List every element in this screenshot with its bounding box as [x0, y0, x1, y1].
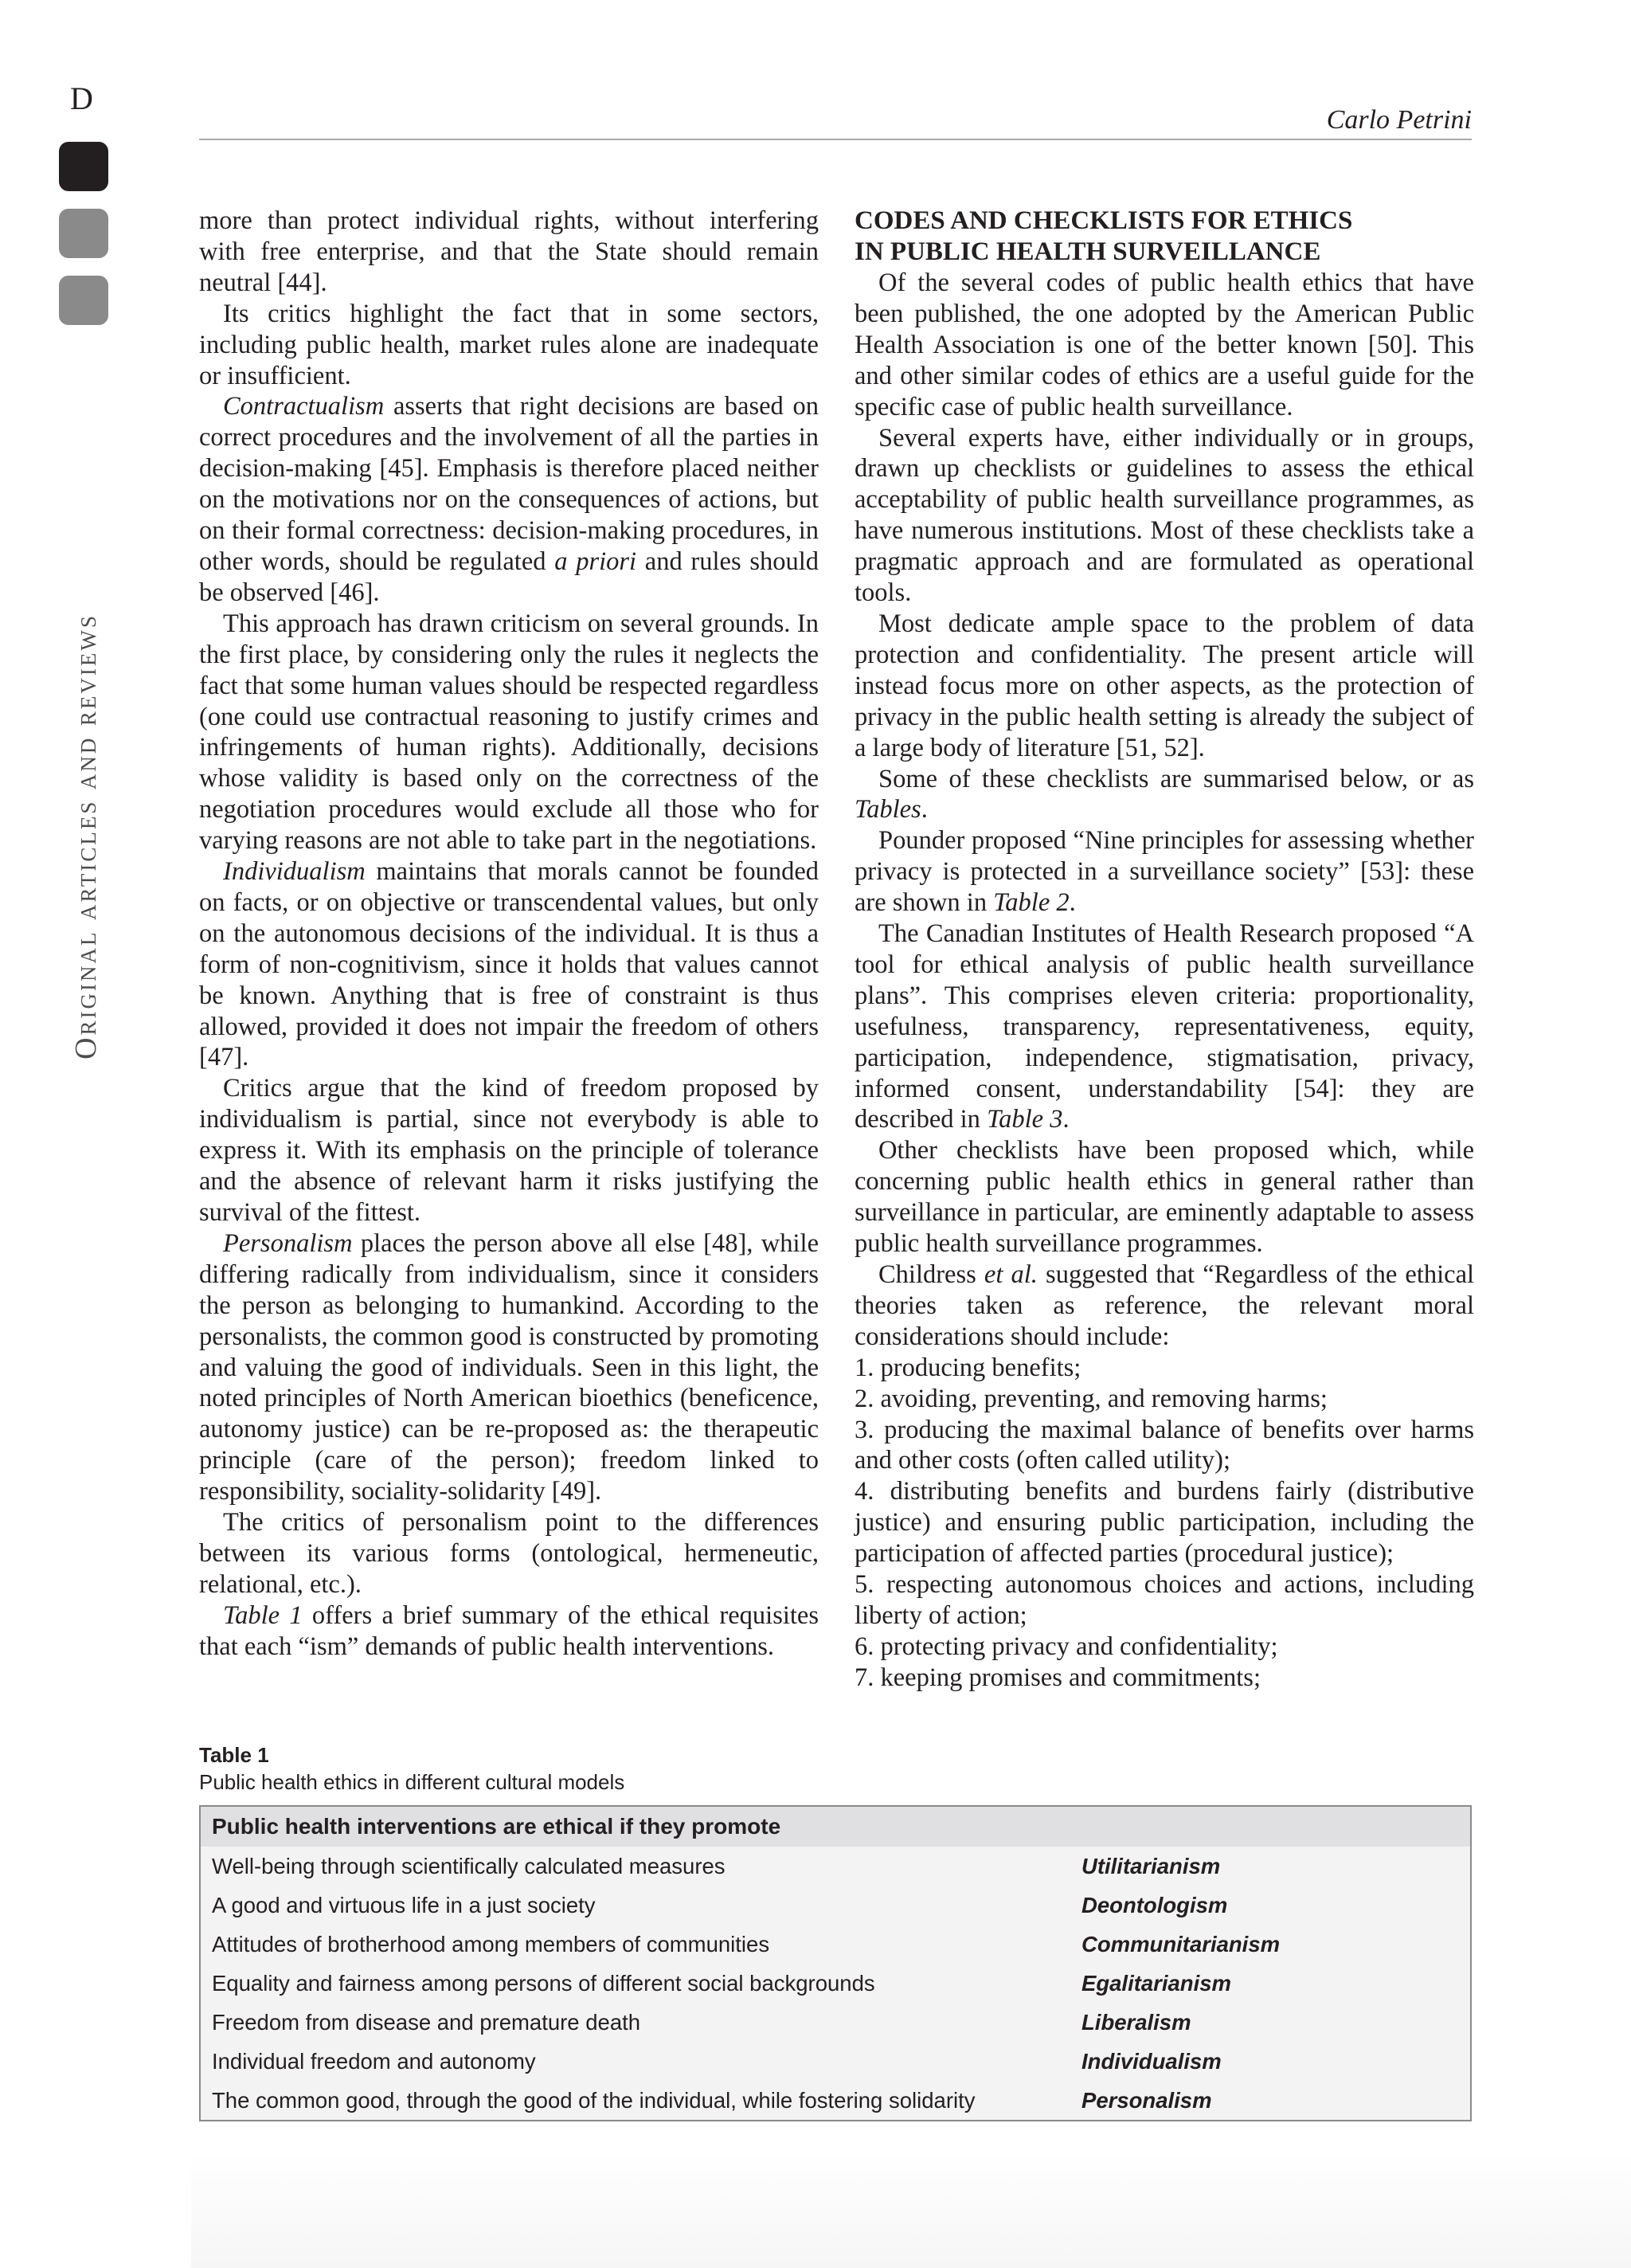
table-cell-model: Liberalism: [1081, 2010, 1191, 2035]
table-row: [201, 1886, 1470, 1925]
paragraph: Several experts have, either individually or in groups, drawn up checklists or guidelines to assess the ethical acceptability of public health surveillance programmes, as have numerous institutions. Most of these checklists take a pragmatic approach and are formulated as operational tools.: [855, 423, 1474, 608]
table-row: [201, 2003, 1470, 2042]
paragraph: Of the several codes of public health ethics that have been published, the one adopted by the American Public Health Association is one of the better known [50]. This and other similar codes of ethics are a useful guide for the specific case of public health surveillance.: [855, 268, 1474, 421]
paragraph: Critics argue that the kind of freedom proposed by individualism is partial, since not everybody is able to express it. With its emphasis on the principle of tolerance and the absence of relevant harm it risks justifying the survival of the fittest.: [199, 1074, 819, 1227]
list-item: 2. avoiding, preventing, and removing harms;: [855, 1384, 1328, 1413]
paragraph: The Canadian Institutes of Health Research proposed “A tool for ethical analysis of public health surveillance plans”. This comprises eleven criteria: proportionality, usefulness, transparency, representativeness, equity, participation, independence, stigmatisation, privacy, informed consent, understandability [54]: they are described in Table 3.: [855, 919, 1474, 1134]
table-cell: Individual freedom and autonomy: [212, 2049, 536, 2074]
header-divider: [199, 139, 1472, 140]
table-cell: The common good, through the good of the individual, while fostering solidarity: [212, 2088, 976, 2113]
section-tab-marker: [59, 276, 108, 325]
table-row: [201, 1925, 1470, 1964]
paragraph: Pounder proposed “Nine principles for assessing whether privacy is protected in a surveillance society” [53]: these are shown in Table 2.: [855, 826, 1474, 918]
table-cell-model: Egalitarianism: [1081, 1971, 1231, 1996]
paragraph: The critics of personalism point to the differences between its various forms (ontological, hermeneutic, relational, etc.).: [199, 1508, 819, 1599]
section-tab-marker-active: [59, 142, 108, 191]
table-cell-model: Deontologism: [1081, 1893, 1228, 1917]
table-cell-model: Utilitarianism: [1081, 1854, 1221, 1878]
table-label: Table 1: [199, 1743, 269, 1767]
section-letter: D: [70, 80, 93, 116]
list-item: 7. keeping promises and commitments;: [855, 1663, 1261, 1692]
section-tab-marker: [59, 209, 108, 258]
paragraph: Some of these checklists are summarised below, or as Tables.: [855, 764, 1474, 825]
table-cell-model: Communitarianism: [1081, 1932, 1281, 1957]
paragraph: more than protect individual rights, without interfering with free enterprise, and that the State should remain neutral [44].: [199, 206, 819, 297]
table-cell: A good and virtuous life in a just society: [212, 1893, 596, 1917]
side-section-label: Original articles and reviews: [69, 613, 103, 1060]
left-text-column: [199, 206, 819, 1663]
table-caption: Public health ethics in different cultural models: [199, 1770, 625, 1794]
table-1: [199, 1741, 1472, 2121]
paragraph: This approach has drawn criticism on several grounds. In the first place, by considering only the rules it neglects the fact that some human values should be respected regardless (one could use contractual reasoning to justify crimes and infringements of human rights). Additionally, decisions whose validity is based only on the correctness of the negotiation procedures would exclude all those who for varying reasons are not able to take part in the negotiations.: [199, 609, 819, 856]
paragraph: Individualism maintains that morals cannot be founded on facts, or on objective or transcendental values, but only on the autonomous decisions of the individual. It is thus a form of non-cognitivism, since it holds that values cannot be known. Anything that is free of constraint is thus allowed, provided it does not impair the freedom of others [47].: [199, 857, 819, 1072]
table-body: [199, 1805, 1472, 2121]
paragraph: Other checklists have been proposed which, while concerning public health ethics in general rather than surveillance in particular, are eminently adaptable to assess public health surveillance programmes.: [855, 1136, 1474, 1259]
page-bottom-shading: [191, 2151, 1631, 2268]
table-header: Public health interventions are ethical if they promote: [201, 1807, 1470, 1847]
table-cell-model: Personalism: [1081, 2088, 1212, 2113]
list-item: 1. producing benefits;: [855, 1353, 1081, 1382]
paragraph: Its critics highlight the fact that in some sectors, including public health, market rules alone are inadequate or insufficient.: [199, 299, 819, 390]
list-item: 6. protecting privacy and confidentiality;: [855, 1631, 1278, 1661]
table-cell: Well-being through scientifically calculated measures: [212, 1854, 726, 1878]
section-heading: CODES AND CHECKLISTS FOR ETHICS IN PUBLIC HEALTH SURVEILLANCE: [855, 206, 1353, 266]
paragraph: Childress et al. suggested that “Regardless of the ethical theories taken as reference, the relevant moral considerations should include:: [855, 1260, 1475, 1351]
table-cell: Attitudes of brotherhood among members of communities: [212, 1932, 770, 1957]
paragraph: Personalism places the person above all else [48], while differing radically from individualism, since it considers the person as belonging to humankind. According to the personalists, the common good is constructed by promoting and valuing the good of individuals. Seen in this light, the noted principles of North American bioethics (beneficence, autonomy justice) can be re-proposed as: the therapeutic principle (care of the person); freedom linked to responsibility, sociality-solidarity [49].: [199, 1228, 819, 1506]
list-item: 3. producing the maximal balance of benefits over harms and other costs (often called utility);: [855, 1415, 1474, 1475]
list-item: 5. respecting autonomous choices and actions, including liberty of action;: [855, 1570, 1474, 1630]
paragraph: Contractualism asserts that right decisions are based on correct procedures and the involvement of all the parties in decision-making [45]. Emphasis is therefore placed neither on the motivations nor on the consequences of actions, but on their formal correctness: decision-making procedures, in other words, should be regulated a priori and rules should be observed [46].: [199, 392, 819, 607]
table-row: [201, 2081, 1470, 2120]
table-cell: Equality and fairness among persons of different social backgrounds: [212, 1971, 875, 1996]
table-cell-model: Individualism: [1081, 2049, 1222, 2074]
running-head-author: Carlo Petrini: [1326, 105, 1472, 135]
list-item: 4. distributing benefits and burdens fairly (distributive justice) and ensuring public participation, including the participation of affected parties (procedural justice);: [855, 1477, 1474, 1569]
right-text-column: [855, 206, 1474, 1694]
table-row: [201, 1847, 1470, 1886]
table-cell: Freedom from disease and premature death: [212, 2010, 641, 2035]
table-row: [201, 1964, 1470, 2003]
paragraph: Most dedicate ample space to the problem of data protection and confidentiality. The present article will instead focus more on other aspects, as the protection of privacy in the public health setting is already the subject of a large body of literature [51, 52].: [855, 609, 1474, 762]
table-row: [201, 2042, 1470, 2081]
paragraph: Table 1 offers a brief summary of the ethical requisites that each “ism” demands of public health interventions.: [199, 1600, 819, 1661]
